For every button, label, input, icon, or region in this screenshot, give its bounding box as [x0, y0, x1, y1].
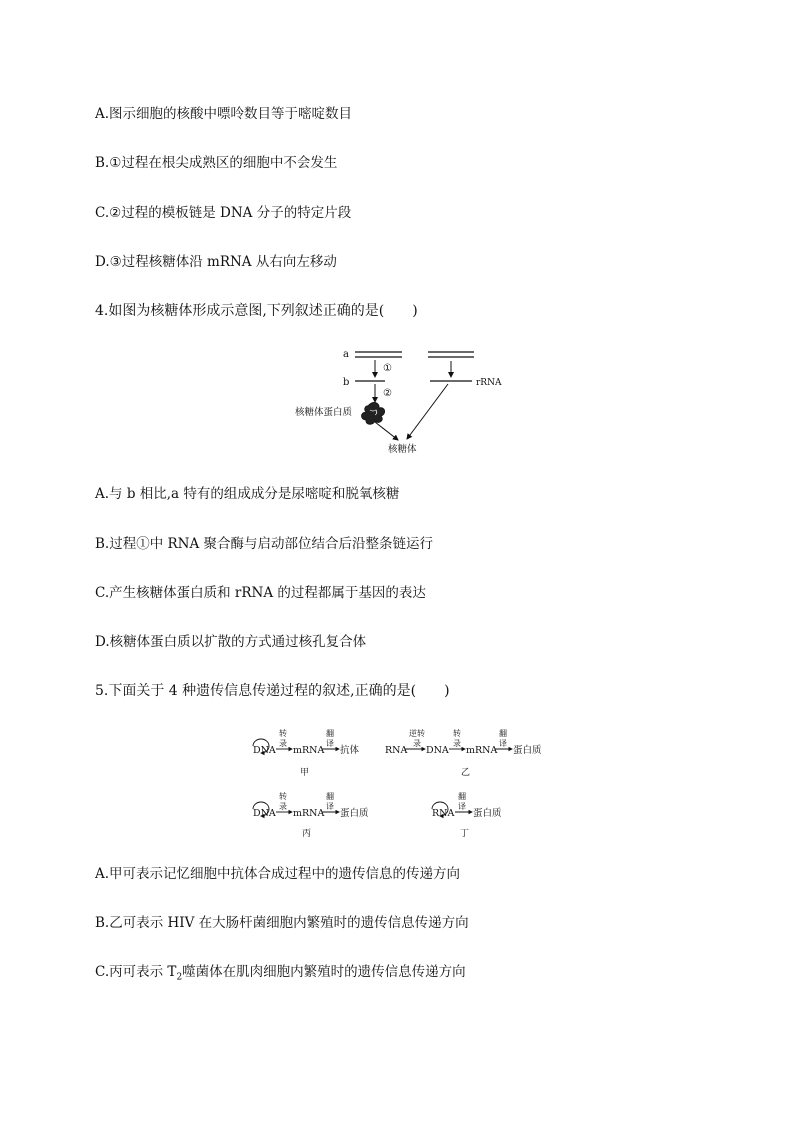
- arrow-protein-to-ribosome: [375, 422, 398, 440]
- bing-mrna: mRNA: [293, 808, 325, 819]
- jia-product: 抗体: [340, 745, 360, 756]
- q3-option-a: A.图示细胞的核酸中嘌呤数目等于嘧啶数目: [95, 106, 353, 122]
- ding-rna: RNA: [432, 808, 455, 819]
- yi-product: 蛋白质: [513, 745, 542, 756]
- jia-zhuan: 转: [279, 729, 287, 738]
- yi-dna: DNA: [426, 745, 449, 756]
- yi-reverse-lu: 录: [413, 739, 421, 748]
- yi-zhuan-lu: 录: [453, 739, 461, 748]
- q3-option-b: B.①过程在根尖成熟区的细胞中不会发生: [95, 155, 338, 171]
- ding-product: 蛋白质: [473, 808, 502, 819]
- flow-bing: [253, 791, 369, 839]
- yi-mrna: mRNA: [466, 745, 498, 756]
- q5-option-a: A.甲可表示记忆细胞中抗体合成过程中的遗传信息的传递方向: [95, 866, 461, 882]
- q4-stem: 4.如图为核糖体形成示意图,下列叙述正确的是( ): [95, 303, 418, 319]
- label-ribosomal-protein: 核糖体蛋白质: [295, 407, 353, 418]
- bing-label: 丙: [302, 829, 312, 839]
- ding-fan: 翻: [458, 792, 466, 801]
- flow-ding: [432, 792, 502, 839]
- yi-label: 乙: [461, 768, 471, 778]
- jia-mrna: mRNA: [293, 745, 325, 756]
- bing-dna: DNA: [253, 808, 276, 819]
- flow-yi: [385, 728, 542, 778]
- q5-option-c-subscript: 2: [176, 972, 183, 983]
- label-step1: ①: [383, 363, 392, 374]
- q4-option-b: B.过程①中 RNA 聚合酶与启动部位结合后沿整条链运行: [95, 536, 434, 552]
- label-step2: ②: [383, 388, 392, 399]
- jia-yi: 译: [326, 739, 334, 748]
- yi-reverse: 逆转: [409, 729, 425, 738]
- label-b: b: [343, 377, 350, 388]
- bing-zhuan: 转: [279, 792, 287, 801]
- q3-option-d: D.③过程核糖体沿 mRNA 从右向左移动: [95, 254, 337, 270]
- q5-option-c-suffix: 噬菌体在肌肉细胞内繁殖时的遗传信息传递方向: [182, 964, 466, 980]
- q5-option-b: B.乙可表示 HIV 在大肠杆菌细胞内繁殖时的遗传信息传递方向: [95, 915, 469, 931]
- ribosome-formation-diagram: [280, 340, 540, 465]
- bing-yi: 译: [326, 802, 334, 811]
- flow-jia: [253, 728, 360, 778]
- yi-yi: 译: [499, 739, 507, 748]
- label-rrna: rRNA: [476, 378, 502, 388]
- bing-product: 蛋白质: [340, 808, 369, 819]
- q5-option-c-prefix: C.丙可表示 T: [95, 964, 177, 980]
- yi-rna: RNA: [385, 745, 408, 756]
- jia-lu: 录: [279, 739, 287, 748]
- yi-fan: 翻: [499, 729, 507, 738]
- yi-zhuan: 转: [453, 729, 461, 738]
- q4-option-a: A.与 b 相比,a 特有的组成成分是尿嘧啶和脱氧核糖: [95, 486, 400, 502]
- genetic-information-flow-diagram: [240, 725, 560, 840]
- label-ribosome: 核糖体: [388, 444, 417, 455]
- jia-fan: 翻: [326, 729, 334, 738]
- arrow-rrna-to-ribosome: [407, 384, 448, 439]
- ding-label: 丁: [460, 829, 470, 839]
- q4-option-d: D.核糖体蛋白质以扩散的方式通过核孔复合体: [95, 634, 367, 650]
- q5-option-c: [95, 963, 466, 987]
- bing-lu: 录: [279, 802, 287, 811]
- ding-yi: 译: [458, 802, 466, 811]
- bing-fan: 翻: [326, 792, 334, 801]
- q3-option-c: C.②过程的模板链是 DNA 分子的特定片段: [95, 205, 352, 221]
- q5-stem: 5.下面关于 4 种遗传信息传递过程的叙述,正确的是( ): [95, 683, 450, 699]
- jia-label: 甲: [300, 768, 310, 778]
- q4-option-c: C.产生核糖体蛋白质和 rRNA 的过程都属于基因的表达: [95, 585, 426, 601]
- label-a: a: [343, 349, 349, 360]
- jia-dna: DNA: [253, 745, 276, 756]
- ribosomal-protein-icon: [362, 402, 385, 424]
